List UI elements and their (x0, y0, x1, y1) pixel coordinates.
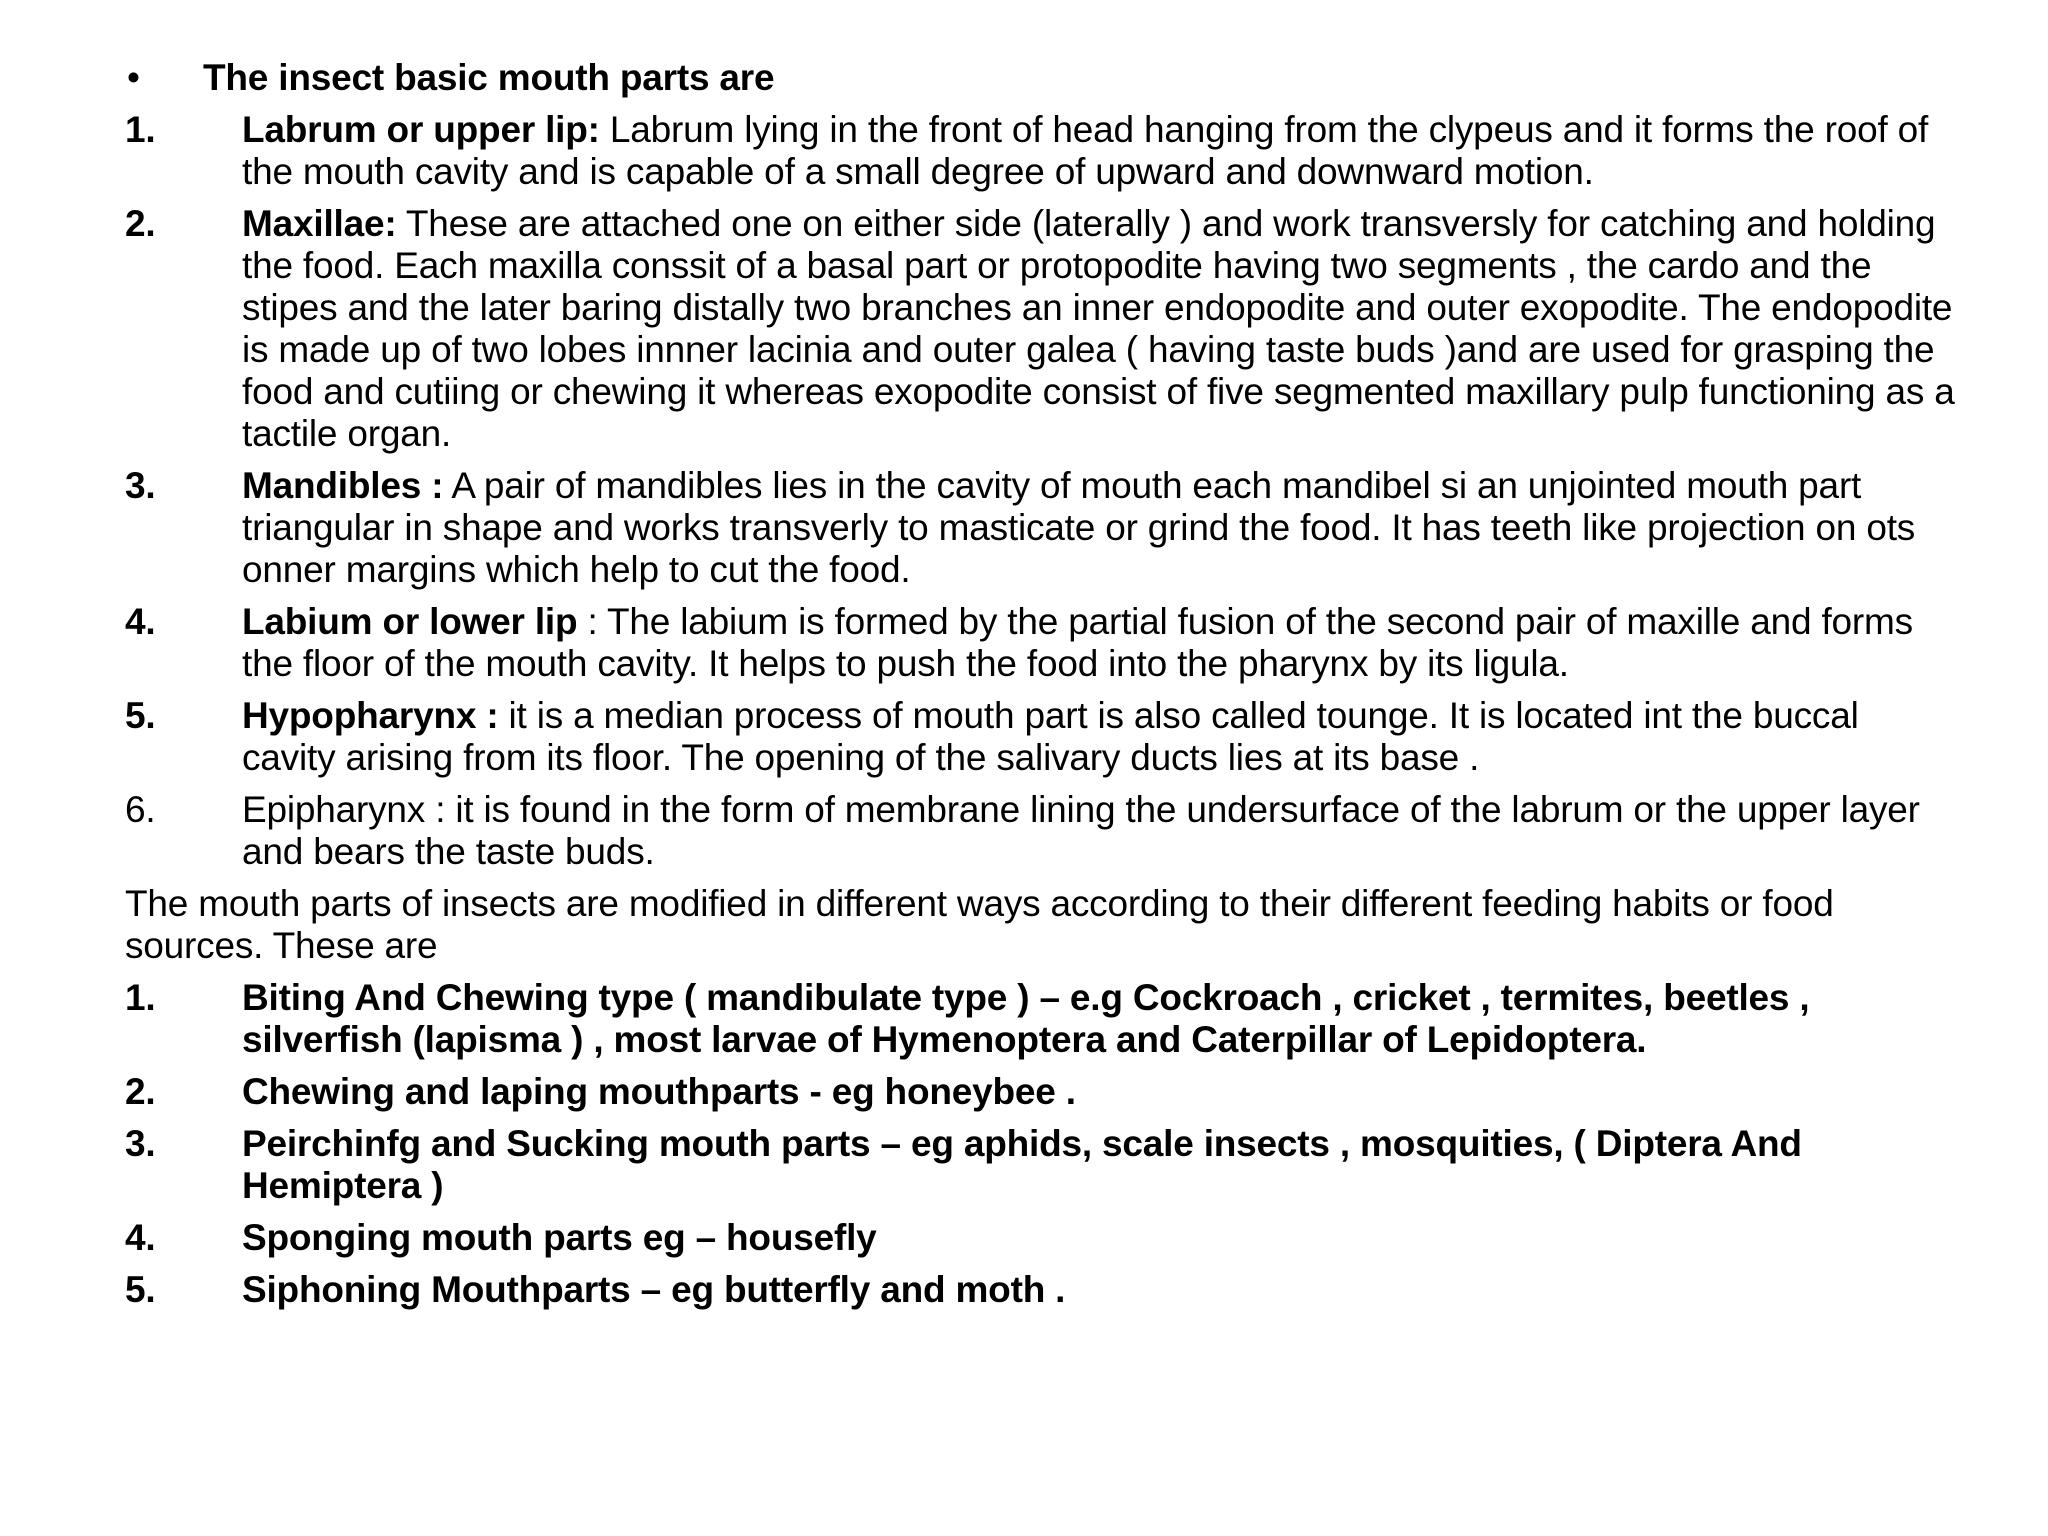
item-text: Sponging mouth parts eg – housefly (242, 1217, 877, 1258)
item-label: Labrum or upper lip: (242, 109, 600, 150)
mouth-part-item (125, 203, 1955, 455)
item-number: 5. (125, 695, 156, 736)
bullet-marker: • (127, 57, 140, 98)
item-text: Labrum lying in the front of head hanging from the clypeus and it forms the roof of the mouth cavity and is capable of a small degree of upward and downward motion. (242, 109, 1929, 192)
item-text: it is a median process of mouth part is also called tounge. It is located int the buccal cavity arising from its floor. The opening of the salivary ducts lies at its base . (242, 695, 1859, 778)
item-label: Hypopharynx : (242, 695, 499, 736)
item-body (242, 465, 1955, 591)
item-text: Epipharynx : it is found in the form of membrane lining the undersurface of the labrum or the upper layer and bears the taste buds. (242, 789, 1920, 872)
item-number: 1. (125, 977, 156, 1018)
item-body (242, 695, 1955, 779)
item-number: 3. (125, 465, 156, 506)
item-text: These are attached one on either side (laterally ) and work transversly for catching and holding the food. Each maxilla conssit of a basal part or protopodite having two segments , the cardo and the stipes and the later baring distally two branches an inner endopodite and outer exopodite. The endopodite is made up of two lobes innner lacinia and outer galea ( having taste buds )and are used for grasping the food and cutiing or chewing it whereas exopodite consist of five segmented maxillary pulp functioning as a tactile organ. (242, 203, 1955, 454)
mouthpart-type-item (125, 1269, 1955, 1311)
item-text: A pair of mandibles lies in the cavity of mouth each mandibel si an unjointed mouth part triangular in shape and works transverly to masticate or grind the food. It has teeth like projection on ots onner margins which help to cut the food. (242, 465, 1916, 590)
item-text: Biting And Chewing type ( mandibulate type ) – e.g Cockroach , cricket , termites, beetles , silverfish (lapisma ) , most larvae of Hymenoptera and Caterpillar of Lepidoptera. (242, 977, 1810, 1060)
item-number: 2. (125, 1071, 156, 1112)
intro-heading: The insect basic mouth parts are (203, 57, 775, 98)
item-body (242, 601, 1955, 685)
mouthpart-type-item (125, 1123, 1955, 1207)
item-number: 4. (125, 1217, 156, 1258)
item-label: Mandibles : (242, 465, 444, 506)
mouth-part-item (125, 465, 1955, 591)
item-number: 5. (125, 1269, 156, 1310)
item-number: 3. (125, 1123, 156, 1164)
item-text: Peirchinfg and Sucking mouth parts – eg aphids, scale insects , mosquities, ( Diptera And Hemiptera ) (242, 1123, 1802, 1206)
mouth-part-item (125, 695, 1955, 779)
mouth-part-item (125, 109, 1955, 193)
item-label: Labium or lower lip (242, 601, 578, 642)
item-label: Maxillae: (242, 203, 397, 244)
slide-content (125, 57, 1955, 1321)
mouth-part-item (125, 789, 1955, 873)
item-body (242, 203, 1955, 455)
item-text: Chewing and laping mouthparts - eg honeybee . (242, 1071, 1076, 1112)
mouth-part-item (125, 601, 1955, 685)
item-text: Siphoning Mouthparts – eg butterfly and moth . (242, 1269, 1066, 1310)
summary-paragraph: The mouth parts of insects are modified in different ways according to their different feeding habits or food sources. These are (125, 883, 1834, 966)
item-number: 6. (125, 789, 156, 830)
item-body (242, 109, 1955, 193)
item-text: : The labium is formed by the partial fusion of the second pair of maxille and forms the floor of the mouth cavity. It helps to push the food into the pharynx by its ligula. (242, 601, 1913, 684)
mouthpart-type-item (125, 977, 1955, 1061)
mouthpart-type-item (125, 1217, 1955, 1259)
mouthpart-type-item (125, 1071, 1955, 1113)
item-number: 1. (125, 109, 156, 150)
intro-line (125, 57, 1955, 99)
item-number: 4. (125, 601, 156, 642)
item-number: 2. (125, 203, 156, 244)
